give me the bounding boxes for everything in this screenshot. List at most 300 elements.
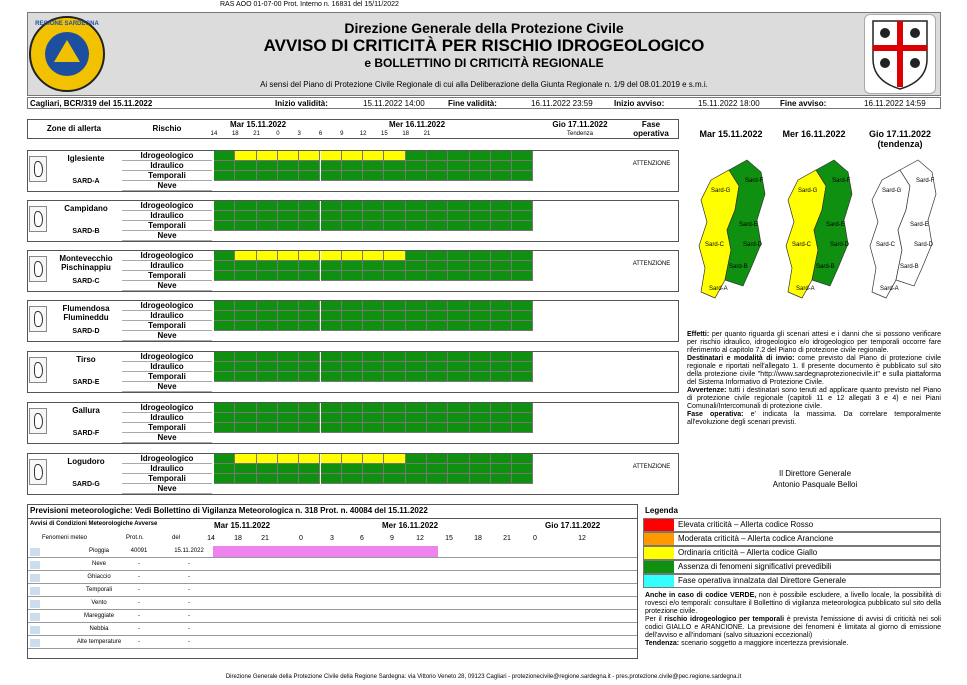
risk-cell — [321, 311, 342, 321]
risk-cell — [427, 474, 448, 484]
risk-cell — [363, 201, 384, 211]
fase-value: ATTENZIONE — [632, 161, 671, 167]
prot-date: - — [188, 587, 190, 593]
risk-cell — [384, 464, 405, 474]
risk-cell — [491, 221, 512, 231]
risk-cell — [214, 423, 235, 433]
risk-cell — [278, 352, 299, 362]
risk-cell — [257, 352, 278, 362]
risk-cell — [384, 454, 405, 464]
risk-cell — [257, 454, 278, 464]
risk-cell — [491, 301, 512, 311]
legend-item — [643, 518, 941, 532]
risk-cell — [214, 403, 235, 413]
hour-label: 9 — [340, 131, 344, 137]
risk-cell — [491, 171, 512, 181]
risk-label: Neve — [122, 433, 212, 443]
risk-cell — [342, 474, 363, 484]
risk-label: Idraulico — [122, 464, 212, 474]
risk-cell — [470, 271, 491, 281]
risk-cell — [470, 301, 491, 311]
risk-cell — [278, 413, 299, 423]
risk-cell — [299, 221, 320, 231]
risk-cell — [406, 423, 427, 433]
risk-cell — [406, 151, 427, 161]
risk-cell — [235, 221, 256, 231]
risk-cell — [342, 372, 363, 382]
risk-label: Neve — [122, 231, 212, 241]
risk-cell — [470, 474, 491, 484]
risk-cell — [235, 362, 256, 372]
map-zone-label: Sard-F — [832, 178, 851, 184]
risk-cell — [299, 271, 320, 281]
zone-map-icon — [29, 357, 47, 383]
risk-cell — [257, 161, 278, 171]
risk-cell — [470, 454, 491, 464]
risk-cell — [321, 211, 342, 221]
risk-cell — [363, 352, 384, 362]
risk-cell — [342, 201, 363, 211]
map-zone-label: Sard-C — [876, 242, 896, 248]
risk-cell — [384, 301, 405, 311]
risk-cell — [491, 464, 512, 474]
risk-cell — [321, 372, 342, 382]
effetti-text: per quanto riguarda gli scenari attesi e i danni che si possono verificare per rischio idraulico, idrogeologico e/o idrogeologico per temporali occorre fare riferimento al capitolo 7.2 del Piano di protezione civile regionale. — [687, 331, 941, 354]
prot-date: - — [188, 561, 190, 567]
risk-cell — [278, 403, 299, 413]
legend-swatch — [644, 519, 674, 531]
risk-cell — [470, 201, 491, 211]
risk-label: Temporali — [122, 474, 212, 484]
forecast-title: Previsioni meteorologiche: Vedi Bollettino di Vigilanza Meteorologica n. 318 Prot. n. 40084 del 15.11.2022 — [30, 506, 428, 515]
risk-cell — [406, 413, 427, 423]
dest-label: Destinatari e modalità di invio: — [687, 355, 795, 362]
note3: scenario soggetto a maggiore incertezza previsionale. — [681, 640, 849, 647]
risk-cell — [214, 372, 235, 382]
forecast-row — [28, 572, 637, 584]
col-day1: Mar 15.11.2022 — [229, 120, 287, 129]
risk-cell — [512, 171, 533, 181]
risk-label: Idrogeologico — [122, 403, 212, 413]
zone-name: Tirso — [76, 355, 96, 364]
prot-number: - — [138, 613, 140, 619]
forecast-hour: 21 — [261, 535, 269, 542]
risk-cell — [512, 474, 533, 484]
risk-cell — [342, 464, 363, 474]
header-title-avviso: AVVISO DI CRITICITÀ PER RISCHIO IDROGEOLOGICO — [263, 36, 705, 55]
forecast-hour: 9 — [390, 535, 394, 542]
signature-name: Antonio Pasquale Belloi — [772, 480, 858, 489]
risk-label: Idraulico — [122, 413, 212, 423]
risk-cell — [299, 372, 320, 382]
risk-cell — [214, 201, 235, 211]
risk-cell — [512, 321, 533, 331]
weather-icon — [30, 574, 40, 582]
map-zone-label: Sard-B — [729, 264, 748, 270]
risk-cell — [278, 301, 299, 311]
risk-cell — [257, 301, 278, 311]
risk-cell — [278, 362, 299, 372]
risk-cell — [321, 464, 342, 474]
risk-label: Idrogeologico — [122, 201, 212, 211]
map-title-3: Gio 17.11.2022 — [868, 129, 932, 139]
start-label: Inizio validità: — [275, 99, 328, 108]
risk-cell — [448, 311, 469, 321]
zone-map-icon — [29, 459, 47, 485]
risk-cell — [299, 261, 320, 271]
risk-cell — [342, 352, 363, 362]
risk-cell — [491, 454, 512, 464]
risk-cell — [512, 251, 533, 261]
risk-cell — [491, 261, 512, 271]
risk-cell — [384, 261, 405, 271]
risk-cell — [278, 261, 299, 271]
risk-cell — [427, 211, 448, 221]
fase-value: ATTENZIONE — [632, 261, 671, 267]
risk-cell — [299, 352, 320, 362]
risk-cell — [342, 321, 363, 331]
risk-cell — [257, 211, 278, 221]
risk-cell — [427, 352, 448, 362]
risk-cell — [448, 362, 469, 372]
legend-item — [643, 532, 941, 546]
risk-cell — [257, 403, 278, 413]
risk-cell — [299, 161, 320, 171]
logo-text: REGIONE SARDEGNA — [35, 21, 99, 27]
risk-label: Idraulico — [122, 161, 212, 171]
risk-cell — [235, 454, 256, 464]
col-phen: Fenomeni meteo — [42, 535, 88, 541]
risk-cell — [427, 464, 448, 474]
risk-cell — [299, 362, 320, 372]
map-title-2: Mer 16.11.2022 — [782, 129, 846, 139]
risk-cell — [321, 321, 342, 331]
risk-cell — [214, 261, 235, 271]
forecast-row — [28, 546, 637, 558]
risk-cell — [214, 161, 235, 171]
risk-cell — [406, 362, 427, 372]
weather-icon — [30, 548, 40, 556]
risk-cell — [491, 403, 512, 413]
risk-cell — [235, 321, 256, 331]
risk-cell — [235, 311, 256, 321]
header-title-dg: Direzione Generale della Protezione Civile — [344, 20, 624, 36]
risk-cell — [321, 474, 342, 484]
risk-cell — [427, 403, 448, 413]
risk-cell — [470, 352, 491, 362]
risk-cell — [278, 271, 299, 281]
risk-cell — [257, 311, 278, 321]
risk-cell — [384, 151, 405, 161]
risk-cell — [342, 271, 363, 281]
zone-map-icon — [29, 206, 47, 232]
risk-cell — [363, 171, 384, 181]
risk-cell — [278, 251, 299, 261]
risk-cell — [512, 261, 533, 271]
risk-cell — [321, 413, 342, 423]
risk-cell — [427, 201, 448, 211]
risk-cell — [512, 161, 533, 171]
note1: non è possibile escludere, a livello locale, la possibilità di rovesci e/o temporali: consultare il Bollettino di vigilanza meteorologica pubblicato sul sito della protezione civile. — [645, 592, 941, 615]
forecast-row — [28, 637, 637, 649]
risk-cell — [427, 454, 448, 464]
phenomenon-name: Mareggiate — [83, 613, 115, 619]
hour-label: 0 — [276, 131, 280, 137]
validity-bar — [27, 97, 941, 109]
risk-cell — [512, 211, 533, 221]
risk-cell — [384, 423, 405, 433]
phenomenon-name: Neve — [91, 561, 106, 567]
risk-cell — [448, 151, 469, 161]
risk-cell — [321, 251, 342, 261]
risk-cell — [512, 151, 533, 161]
risk-cell — [321, 261, 342, 271]
map-title-3-tendenza: (tendenza) — [877, 139, 923, 149]
risk-cell — [257, 271, 278, 281]
risk-cell — [406, 171, 427, 181]
risk-cell — [491, 271, 512, 281]
zone-name: Montevecchio Pischinappiu — [59, 254, 113, 272]
zone-name: Flumendosa Flumineddu — [62, 304, 110, 322]
hour-label: 12 — [359, 131, 367, 137]
note3-bold: Tendenza: — [645, 640, 680, 647]
risk-cell — [299, 474, 320, 484]
risk-cell — [470, 321, 491, 331]
zone-code: SARD-A — [72, 178, 100, 185]
forecast-hour: 0 — [299, 535, 303, 542]
risk-cell — [470, 372, 491, 382]
risk-cell — [470, 251, 491, 261]
risk-cell — [384, 161, 405, 171]
map-zone-label: Sard-D — [830, 242, 850, 248]
col-day3: Gio 17.11.2022 — [552, 120, 608, 129]
risk-cell — [512, 311, 533, 321]
zone-map-icon — [29, 156, 47, 182]
dest-text: come previsto dal Piano di protezione civile regionale e riportati nell'allegato 1. Il presente documento è pubblicato sul sito della protezione civile "http://www.sardegnaprotezionecivile.it" e sulla piattaforma del Sistema Informativo di Protezione Civile. — [687, 355, 941, 386]
legend-item — [643, 546, 941, 560]
risk-cell — [342, 362, 363, 372]
risk-cell — [257, 464, 278, 474]
doc-id: Cagliari, BCR/319 del 15.11.2022 — [30, 99, 153, 108]
risk-cell — [406, 201, 427, 211]
risk-cell — [470, 161, 491, 171]
risk-cell — [406, 261, 427, 271]
risk-cell — [406, 403, 427, 413]
risk-cell — [214, 301, 235, 311]
risk-label: Neve — [122, 484, 212, 494]
map-zone-label: Sard-F — [916, 178, 935, 184]
risk-label: Idraulico — [122, 311, 212, 321]
note2-bold: rischio idrogeologico per temporali — [664, 616, 785, 623]
forecast-day1: Mar 15.11.2022 — [214, 521, 271, 530]
map-zone-label: Sard-C — [705, 242, 725, 248]
forecast-hour: 14 — [207, 535, 215, 542]
risk-cell — [257, 201, 278, 211]
legend-label: Assenza di fenomeni significativi prevedibili — [678, 562, 832, 571]
risk-cell — [235, 403, 256, 413]
risk-cell — [384, 372, 405, 382]
phenomenon-name: Temporali — [85, 587, 112, 593]
avv-text: tutti i destinatari sono tenuti ad applicare quanto previsto nel Piano di protezione civile regionale (capitoli 11 e 12 allegati 3 e 4) e nei Piani Comunali/Intercomunali di protezione civile. — [687, 387, 941, 410]
risk-cell — [491, 161, 512, 171]
risk-cell — [406, 251, 427, 261]
risk-cell — [321, 161, 342, 171]
risk-label: Neve — [122, 382, 212, 392]
legend-swatch — [644, 561, 674, 573]
risk-cell — [257, 372, 278, 382]
risk-label: Temporali — [122, 171, 212, 181]
col-fase: Fase operativa — [633, 120, 669, 138]
risk-cell — [512, 352, 533, 362]
risk-label: Temporali — [122, 372, 212, 382]
risk-cell — [257, 251, 278, 261]
risk-cell — [278, 454, 299, 464]
forecast-row — [28, 559, 637, 571]
zone-code: SARD-B — [72, 228, 100, 235]
map-zone-label: Sard-B — [900, 264, 919, 270]
risk-cell — [235, 161, 256, 171]
risk-cell — [512, 413, 533, 423]
risk-cell — [491, 423, 512, 433]
risk-cell — [278, 474, 299, 484]
col-del: del — [172, 535, 181, 541]
risk-cell — [278, 321, 299, 331]
risk-cell — [448, 261, 469, 271]
forecast-hour: 21 — [503, 535, 511, 542]
risk-cell — [235, 201, 256, 211]
risk-cell — [448, 423, 469, 433]
risk-cell — [470, 211, 491, 221]
risk-cell — [321, 201, 342, 211]
risk-cell — [235, 261, 256, 271]
risk-cell — [470, 311, 491, 321]
forecast-row — [28, 598, 637, 610]
legend-swatch — [644, 533, 674, 545]
notes-text — [687, 331, 941, 427]
risk-cell — [384, 271, 405, 281]
prot-date: - — [188, 626, 190, 632]
risk-cell — [342, 403, 363, 413]
risk-cell — [448, 413, 469, 423]
risk-cell — [491, 151, 512, 161]
legend-swatch — [644, 575, 674, 587]
risk-cell — [278, 464, 299, 474]
risk-cell — [235, 423, 256, 433]
zone-code: SARD-E — [72, 379, 100, 386]
risk-label: Neve — [122, 181, 212, 191]
risk-cell — [427, 423, 448, 433]
risk-cell — [512, 362, 533, 372]
risk-cell — [470, 423, 491, 433]
regione-sardegna-logo — [29, 16, 105, 92]
prot-date: 15.11.2022 — [174, 548, 204, 554]
hour-label: 18 — [231, 131, 239, 137]
risk-cell — [363, 151, 384, 161]
zone-name: Campidano — [64, 204, 108, 213]
risk-cell — [257, 321, 278, 331]
map-zone-label: Sard-A — [709, 286, 728, 292]
risk-cell — [342, 423, 363, 433]
header-subtitle: Ai sensi del Piano di Protezione Civile Regionale di cui alla Deliberazione della Giunta Regionale n. 1/9 del 08.01.2019 e s.m.i. — [260, 80, 708, 89]
prot-date: - — [188, 613, 190, 619]
risk-cell — [321, 403, 342, 413]
risk-cell — [512, 271, 533, 281]
prot-number: 40091 — [130, 548, 148, 554]
map-zone-label: Sard-B — [816, 264, 835, 270]
risk-cell — [214, 352, 235, 362]
risk-cell — [278, 161, 299, 171]
start-value: 15.11.2022 14:00 — [363, 99, 425, 108]
risk-cell — [384, 311, 405, 321]
forecast-hour: 18 — [234, 535, 242, 542]
map-zone-label: Sard-E — [826, 222, 845, 228]
map-zone-label: Sard-A — [796, 286, 815, 292]
prot-date: - — [188, 600, 190, 606]
risk-cell — [299, 423, 320, 433]
risk-cell — [235, 413, 256, 423]
map-zone-label: Sard-E — [910, 222, 929, 228]
forecast-subtitle: Avvisi di Condizioni Meteorologiche Avverse — [30, 521, 158, 527]
risk-cell — [363, 474, 384, 484]
map-zone-label: Sard-D — [914, 242, 934, 248]
risk-label: Neve — [122, 331, 212, 341]
risk-cell — [512, 372, 533, 382]
risk-cell — [321, 362, 342, 372]
risk-cell — [257, 221, 278, 231]
risk-cell — [427, 311, 448, 321]
col-day2: Mer 16.11.2022 — [388, 120, 446, 129]
risk-cell — [235, 151, 256, 161]
risk-cell — [321, 454, 342, 464]
risk-cell — [257, 171, 278, 181]
risk-cell — [512, 301, 533, 311]
risk-cell — [278, 311, 299, 321]
risk-cell — [448, 321, 469, 331]
map-zone-label: Sard-G — [798, 188, 818, 194]
risk-cell — [406, 464, 427, 474]
risk-cell — [278, 211, 299, 221]
risk-cell — [406, 311, 427, 321]
legend-notes — [645, 592, 941, 648]
risk-cell — [214, 271, 235, 281]
risk-cell — [427, 321, 448, 331]
risk-cell — [384, 211, 405, 221]
risk-cell — [363, 464, 384, 474]
risk-cell — [214, 321, 235, 331]
zone-name: Iglesiente — [67, 154, 105, 163]
risk-cell — [363, 221, 384, 231]
forecast-day2: Mer 16.11.2022 — [382, 521, 439, 530]
end-value: 16.11.2022 23:59 — [531, 99, 593, 108]
risk-cell — [363, 454, 384, 464]
risk-cell — [299, 151, 320, 161]
col-risk: Rischio — [152, 124, 182, 133]
phenomenon-name: Pioggia — [88, 548, 109, 554]
risk-cell — [214, 474, 235, 484]
risk-cell — [448, 221, 469, 231]
risk-cell — [299, 171, 320, 181]
risk-cell — [363, 413, 384, 423]
risk-cell — [384, 413, 405, 423]
risk-cell — [342, 454, 363, 464]
risk-cell — [363, 251, 384, 261]
risk-cell — [299, 301, 320, 311]
signature-role: Il Direttore Generale — [778, 469, 852, 478]
forecast-hour: 3 — [330, 535, 334, 542]
zone-code: SARD-C — [72, 278, 100, 285]
weather-icon — [30, 626, 40, 634]
risk-cell — [235, 301, 256, 311]
